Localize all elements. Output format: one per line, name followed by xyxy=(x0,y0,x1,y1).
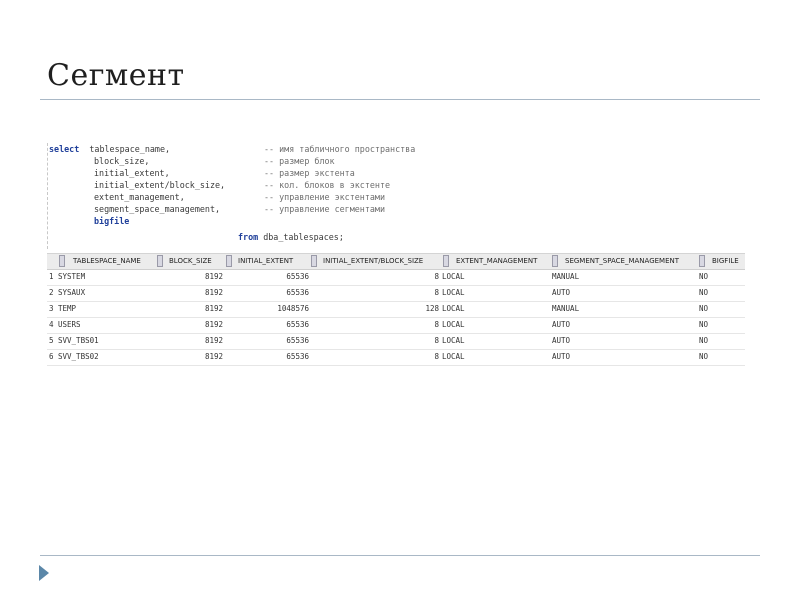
cell-extent-ratio[interactable]: 8 xyxy=(434,336,439,345)
cell-segment-space-management[interactable]: MANUAL xyxy=(552,272,580,281)
title-divider xyxy=(40,99,760,100)
table-row[interactable] xyxy=(47,349,745,366)
cell-segment-space-management[interactable]: AUTO xyxy=(552,320,571,329)
cell-tablespace-name[interactable]: SVV_TBS02 xyxy=(58,352,99,361)
row-number: 3 xyxy=(49,304,54,313)
column-header[interactable]: TABLESPACE_NAME xyxy=(73,257,141,265)
table-row[interactable] xyxy=(47,301,745,318)
code-line-3: initial_extent, xyxy=(94,168,170,178)
code-line-8 xyxy=(238,231,344,243)
code-line-1 xyxy=(49,143,170,155)
table-row[interactable] xyxy=(47,317,745,334)
cell-extent-ratio[interactable]: 8 xyxy=(434,272,439,281)
code-text: tablespace_name, xyxy=(89,144,171,154)
column-sort-icon[interactable] xyxy=(552,255,558,267)
cell-tablespace-name[interactable]: TEMP xyxy=(58,304,77,313)
cell-extent-ratio[interactable]: 128 xyxy=(425,304,439,313)
cell-segment-space-management[interactable]: AUTO xyxy=(552,352,571,361)
cell-extent-management[interactable]: LOCAL xyxy=(442,304,465,313)
code-line-5: extent_management, xyxy=(94,192,185,202)
code-comment-5: -- управление экстентами xyxy=(264,192,386,202)
cell-bigfile[interactable]: NO xyxy=(699,272,709,281)
cell-segment-space-management[interactable]: MANUAL xyxy=(552,304,580,313)
column-sort-icon[interactable] xyxy=(226,255,232,267)
cell-tablespace-name[interactable]: SVV_TBS01 xyxy=(58,336,99,345)
row-number: 5 xyxy=(49,336,54,345)
column-sort-icon[interactable] xyxy=(443,255,449,267)
grid-header xyxy=(47,253,745,270)
column-sort-icon[interactable] xyxy=(157,255,163,267)
cell-block-size[interactable]: 8192 xyxy=(204,352,223,361)
cell-bigfile[interactable]: NO xyxy=(699,288,709,297)
cell-block-size[interactable]: 8192 xyxy=(204,288,223,297)
slide-title: Сегмент xyxy=(47,58,185,93)
code-keyword: from xyxy=(238,232,259,242)
code-comment-6: -- управление сегментами xyxy=(264,204,386,214)
cell-initial-extent[interactable]: 65536 xyxy=(286,272,309,281)
sql-code-block xyxy=(47,143,448,249)
cell-initial-extent[interactable]: 65536 xyxy=(286,352,309,361)
table-row[interactable] xyxy=(47,269,745,286)
cell-tablespace-name[interactable]: SYSTEM xyxy=(58,272,86,281)
cell-extent-ratio[interactable]: 8 xyxy=(434,320,439,329)
row-number: 6 xyxy=(49,352,54,361)
cell-segment-space-management[interactable]: AUTO xyxy=(552,336,571,345)
cell-extent-ratio[interactable]: 8 xyxy=(434,288,439,297)
code-comment-2: -- размер блок xyxy=(264,156,335,166)
cell-extent-management[interactable]: LOCAL xyxy=(442,336,465,345)
row-number: 4 xyxy=(49,320,54,329)
cell-block-size[interactable]: 8192 xyxy=(204,272,223,281)
cell-bigfile[interactable]: NO xyxy=(699,352,709,361)
table-row[interactable] xyxy=(47,285,745,302)
code-line-2: block_size, xyxy=(94,156,150,166)
cell-extent-management[interactable]: LOCAL xyxy=(442,272,465,281)
cell-extent-management[interactable]: LOCAL xyxy=(442,352,465,361)
column-sort-icon[interactable] xyxy=(699,255,705,267)
cell-bigfile[interactable]: NO xyxy=(699,320,709,329)
cell-bigfile[interactable]: NO xyxy=(699,304,709,313)
row-number: 1 xyxy=(49,272,54,281)
column-header[interactable]: EXTENT_MANAGEMENT xyxy=(456,257,538,265)
cell-extent-management[interactable]: LOCAL xyxy=(442,288,465,297)
cell-block-size[interactable]: 8192 xyxy=(204,320,223,329)
cell-bigfile[interactable]: NO xyxy=(699,336,709,345)
row-number: 2 xyxy=(49,288,54,297)
cell-tablespace-name[interactable]: SYSAUX xyxy=(58,288,86,297)
table-row[interactable] xyxy=(47,333,745,350)
play-triangle-icon xyxy=(39,565,49,581)
code-line-7: bigfile xyxy=(94,216,130,226)
column-header[interactable]: INITIAL_EXTENT/BLOCK_SIZE xyxy=(323,257,424,265)
code-line-4: initial_extent/block_size, xyxy=(94,180,226,190)
cell-block-size[interactable]: 8192 xyxy=(204,336,223,345)
column-sort-icon[interactable] xyxy=(311,255,317,267)
code-line-6: segment_space_management, xyxy=(94,204,221,214)
cell-extent-ratio[interactable]: 8 xyxy=(434,352,439,361)
code-comment-4: -- кол. блоков в экстенте xyxy=(264,180,391,190)
column-header[interactable]: BIGFILE xyxy=(712,257,739,265)
code-text: dba_tablespaces; xyxy=(263,232,344,242)
cell-block-size[interactable]: 8192 xyxy=(204,304,223,313)
column-sort-icon[interactable] xyxy=(59,255,65,267)
cell-initial-extent[interactable]: 1048576 xyxy=(277,304,309,313)
cell-tablespace-name[interactable]: USERS xyxy=(58,320,81,329)
cell-initial-extent[interactable]: 65536 xyxy=(286,288,309,297)
column-header[interactable]: BLOCK_SIZE xyxy=(169,257,212,265)
code-comment-1: -- имя табличного пространства xyxy=(264,144,416,154)
footer-divider xyxy=(40,555,760,556)
column-header[interactable]: INITIAL_EXTENT xyxy=(238,257,294,265)
cell-initial-extent[interactable]: 65536 xyxy=(286,336,309,345)
cell-initial-extent[interactable]: 65536 xyxy=(286,320,309,329)
cell-extent-management[interactable]: LOCAL xyxy=(442,320,465,329)
column-header[interactable]: SEGMENT_SPACE_MANAGEMENT xyxy=(565,257,680,265)
cell-segment-space-management[interactable]: AUTO xyxy=(552,288,571,297)
code-keyword: select xyxy=(49,144,80,154)
code-comment-3: -- размер экстента xyxy=(264,168,355,178)
